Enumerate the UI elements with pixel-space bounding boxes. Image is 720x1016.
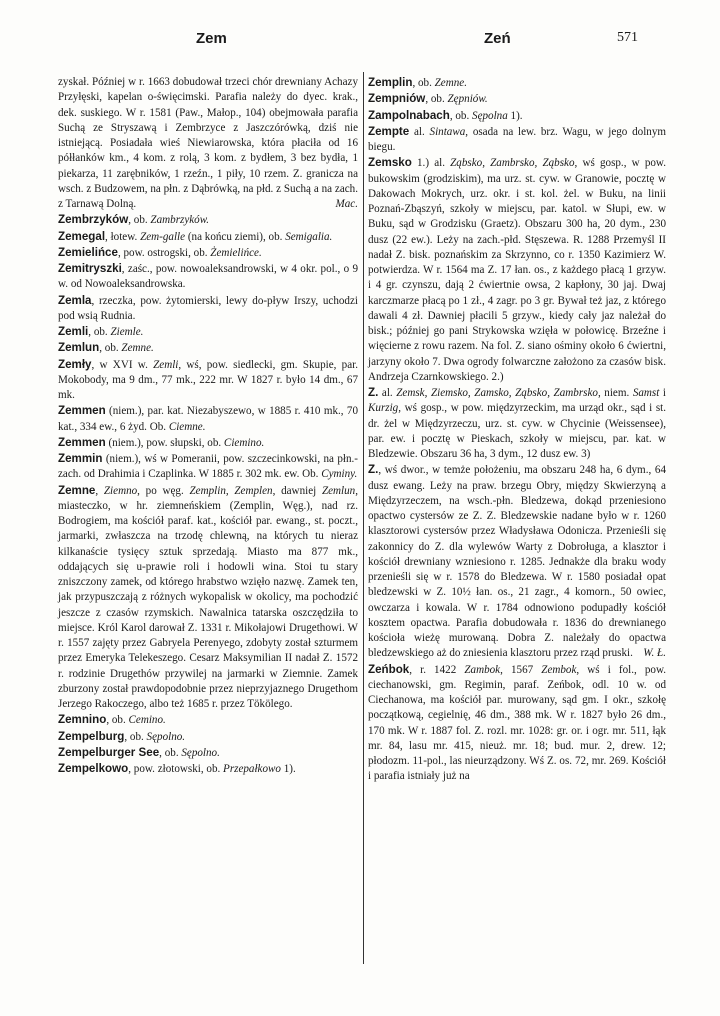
entry-text: al.: [378, 387, 397, 399]
entry-text: , wś gosp., w pow. bukowskim (grodziskim), ma urz. st. cyw. w Granowie, pocztę w Dakowach Mokrych, urz. okr. i st. kol. żel. w Buku, na linii Poznań-Zbąszyń, szkoły w miejscu, par. katol. w Słupi, ew. w Buku, sąd w Grodzisku (Graetz). Obszaru 300 ha, 20 dym., 230 dusz (22 ew.). Leży na zach.-płd. Stęszewa. R. 1288 Przemyśl II nadał Z. bisk. poznańskim za Skrzynno, co r. 1350 Kazimierz W. potwierdza. W r. 1564 ma Z. 17 łan. os., z każdego płacą 1 grzyw. i 4 gr. czynszu, dają 2 ćwiertnie owsa, 2 kapłony, 30 jaj. Dwaj karczmarze płacą po 1 zł., 4 zagr. po 3 gr. Bywał też jaz, z którego dawali 4 zł. Dawniej płacili 5 grzyw., kiedy cały jaz należał do bisk.; później go pani Strykowska wzięła w połowicę. Brzeźne i więcierne z rowu razem. Na fol. Z. siano ośminy około 6 ćwiertni, jarzyny około 7. Dwa ogrody folwarczne założono za czasów bisk. Andrzeja Czarnkowskiego. 2.): [368, 157, 666, 383]
entry-text: , wś gosp., w pow. międzyrzeckim, ma urząd okr., sąd i st. dr. żel w Międzyrzeczu, urz. st. cyw. w Chycinie (Weissensee), par. ew. i pocztę w Pieskach, szkoły w miejscu, par. kat. w Bledzewie. Obszaru 36 ha, 3 dym., 12 dusz ew. 3): [368, 402, 666, 460]
page-number: 571: [617, 30, 638, 45]
entry-headword: Zembrzyków: [58, 213, 129, 227]
dictionary-entry: [58, 451, 358, 483]
entry-reference: Sępolna: [472, 109, 508, 122]
entry-headword: Zemielińce: [58, 245, 118, 259]
entry-text: , miasteczko, w hr. ziemneńskiem (Zemplin, Węg.), nad rz. Bodrogiem, ma kościół paraf. kat., kościół par. ewang., st. poczt., jarmarki, zwłaszcza na trzodę chlewną, na których tu nieraz kilkanaście tysięcy sztuk sprzedają. Miasto ma 877 mk., oddających się u-prawie roli i hodowli wina. Stoi tu stary zniszczony zamek, od którego hrabstwo wzięło nazwę. Zamek ten, jak przypuszczają z różnych wykopalisk w okolicy, ma pochodzić jeszcze z czasów rzymskich. Nawalnica tatarska oszczędziła to miejsce. Król Karol darował Z. 1331 r. Mikołajowi Drugethowi. W r. 1557 zajęty przez Gabryela Perenyego, zdobyty został szturmem przez Emeryka Telekeszego. Cesarz Maksymilian II nadał Z. 1572 r. rodzinie Drugethów przywilej na jarmarki w Ziemnie. Zamek zburzony został prawdopodobnie przez nieprzyjaznego Drugethom Jerzego Rakoczego, albo też 1685 r. przez Tökölego.: [58, 484, 358, 710]
entry-text: , ob.: [106, 714, 129, 727]
dictionary-entry: [368, 662, 666, 785]
entry-reference: Samst: [632, 387, 660, 399]
entry-headword: Zampolnabach: [368, 108, 450, 122]
entry-reference: Ciemne.: [168, 420, 206, 433]
entry-reference: Żemielińce.: [210, 246, 262, 259]
entry-text: (niem.), wś w Pomeranii, pow. szczecinkowski, na płn.-zach. od Drahimia i Czaplinka. W 1885 r. 302 mk. ew. Ob.: [58, 453, 358, 481]
dictionary-entry: [58, 435, 358, 451]
dictionary-entry: [58, 245, 358, 261]
dictionary-entry: [58, 340, 358, 356]
entry-text: , łotew.: [105, 230, 141, 243]
entry-text: , dawniej: [272, 484, 322, 497]
entry-reference: Kurzig: [368, 402, 399, 415]
entry-reference: Zępniów.: [447, 93, 488, 106]
entry-text: , zaśc., pow. nowoaleksandrowski, w 4 okr. pol., o 9 w. od Nowoaleksandrowska.: [58, 263, 358, 291]
entry-reference: Zemplin, Zemplen: [189, 484, 273, 497]
running-header-right: Zeń: [484, 30, 511, 47]
column-divider: [363, 72, 364, 964]
entry-reference: Zambok: [464, 663, 501, 676]
entry-headword: Z.: [368, 463, 379, 477]
entry-text: al.: [409, 125, 430, 138]
entry-headword: Z.: [368, 386, 379, 399]
entry-text: (niem.), par. kat. Niezabyszewo, w 1885 r. 410 mk., 70 kat., 334 ew., 6 żyd. Ob.: [58, 405, 358, 433]
entry-headword: Zempelburger See: [58, 745, 160, 759]
entry-headword: Zempelkowo: [58, 762, 129, 775]
dictionary-entry: [58, 745, 358, 761]
entry-headword: Zempniów: [368, 92, 426, 106]
dictionary-entry: [58, 324, 358, 340]
entry-text: 1).: [507, 109, 523, 122]
entry-text: , wś dwor., w temże położeniu, ma obszaru 248 ha, 6 dym., 64 dusz ewang. Leży na praw. brzegu Obry, między Skwierzyną a Międzyrzeczem, na wsch.-płn. Bledzewa, dokąd przeniesiono opactwo cystersów ze Z. Z. Bledzewskie nadane było w r. 1260 klasztorowi cystersów przez Władysława Odonicza. Przenieśli się zakonnicy do Z. dla wylewów Warty z Dobroługa, a klasztor i kościół drewniany wzniesiono r. 1285. Jednakże dla braku wody przenieśli się w r. 1578 do Bledzewa. W r. 1580 posiadał opat bledzewski w Z. 10½ łan. os., 21 zagr., 4 komorn., 50 owiec, owczarza i kowala. W r. 1784 odnowiono podupadły kościół kosztem opactwa. Parafia dobudowała r. 1836 do drewnianego kościoła wieżę murowaną. Dobra Z. należały do opactwa bledzewskiego aż do zniesienia klasztoru przez rząd pruski.: [368, 464, 666, 660]
entry-reference: Sintawa: [429, 125, 466, 138]
entry-text: i: [659, 387, 667, 399]
dictionary-entry: [58, 212, 358, 228]
entry-text: , rzeczka, pow. żytomierski, lewy do-pływ Irszy, uchodzi pod wsią Rudnia.: [58, 294, 358, 322]
entry-headword: Zemmen: [58, 404, 106, 418]
entry-text: , ob.: [159, 746, 182, 759]
entry-headword: Zemły: [58, 357, 92, 371]
entry-text: , po węg.: [137, 484, 190, 497]
entry-text: , wś, pow. siedlecki, gm. Skupie, par. Mokobody, ma 9 dm., 77 mk., 222 mr. W 1827 r. było 14 dm., 67 mk.: [58, 358, 358, 401]
dictionary-entry: [368, 108, 666, 124]
entry-text: , ob.: [449, 109, 473, 122]
entry-text: ,: [95, 484, 104, 497]
entry-text: , niem.: [597, 387, 633, 399]
entry-text: zyskał. Później w r. 1663 dobudował trzeci chór drewniany Achazy Przyłęski, kapelan o-święcimski. Parafia należy do dyec. krak., dek. suskiego. W r. 1581 (Paw., Małop., 104) obejmowała parafia Suchą ze Stryszawą i Zembrzyce z Jaszczórówką, dziś nie istniejącą. Posiadała wieś Niewiarowska, która płaciła od 16 półłanków km., 4 kom. z rolą, 3 kom. z bydłem, 3 bez bydła, 1 piekarza, 11 zarębników, 1 rzeźn., 1 piły, 10 rzem. Z. granicza na wsch. z Budzowem, na płn. z Dąbrówką, na płd. z Suchą a na zach. z Tarnawą Dolną.: [58, 76, 358, 210]
entry-headword: Zemmen: [58, 435, 106, 449]
entry-reference: Ciemino.: [223, 436, 265, 449]
entry-reference: Ziemno: [103, 484, 138, 497]
author-signature: Mac.: [335, 198, 358, 210]
entry-text: , pow. ostrogski, ob.: [117, 246, 211, 259]
dictionary-entry: [58, 729, 358, 745]
entry-text: , w XVI w.: [91, 358, 154, 371]
entry-text: 1).: [280, 763, 296, 775]
entry-headword: Zemplin: [368, 76, 413, 89]
entry-headword: Zemlun: [58, 341, 100, 355]
dictionary-entry: [58, 261, 358, 293]
entry-headword: Zemli: [58, 325, 89, 338]
entry-headword: Zempte: [368, 124, 410, 138]
dictionary-entry: [368, 75, 666, 91]
entry-reference: Przepałkowo: [223, 763, 281, 775]
entry-reference: Cemino.: [128, 714, 166, 727]
dictionary-entry: [58, 712, 358, 728]
author-signature: W. Ł.: [643, 647, 666, 660]
entry-text: , 1567: [500, 663, 542, 676]
entry-reference: Zemne.: [434, 77, 467, 89]
dictionary-entry: [58, 483, 358, 713]
entry-text: 1.) al.: [411, 157, 451, 170]
entry-text: (niem.), pow. słupski, ob.: [105, 436, 224, 449]
dictionary-entry: [368, 91, 666, 107]
entry-headword: Zemsko: [368, 156, 412, 170]
dictionary-entry: [58, 75, 358, 212]
left-column: [58, 75, 358, 777]
entry-text: , ob.: [412, 77, 435, 89]
entry-text: , ob.: [99, 342, 122, 355]
dictionary-entry: [368, 385, 666, 462]
entry-reference: Zembok: [541, 663, 577, 676]
entry-text: , pow. złotowski, ob.: [128, 763, 224, 775]
running-header-left: Zem: [196, 30, 227, 47]
entry-text: , ob.: [124, 730, 147, 743]
entry-reference: Ziemle.: [110, 326, 144, 338]
dictionary-entry: [368, 124, 666, 156]
dictionary-entry: [368, 155, 666, 385]
entry-headword: Zemitryszki: [58, 262, 122, 275]
dictionary-entry: [368, 462, 666, 661]
dictionary-entry: [58, 403, 358, 435]
entry-headword: Zeńbok: [368, 662, 410, 676]
entry-reference: Zemne.: [121, 342, 154, 355]
entry-reference: Cyminy.: [321, 468, 358, 481]
entry-reference: Zemsk, Ziemsko, Zamsko, Ząbsko, Zambrsko: [396, 387, 598, 399]
dictionary-entry: [58, 229, 358, 245]
entry-text: (na końcu ziemi), ob.: [185, 230, 286, 243]
entry-reference: Zemlun: [321, 484, 356, 497]
dictionary-entry: [58, 293, 358, 325]
entry-reference: Sępolno.: [181, 746, 220, 759]
entry-text: , osada na lew. brz. Wagu, w jego dolnym biegu.: [368, 125, 667, 153]
entry-text: , ob.: [425, 93, 448, 106]
right-column: [368, 75, 666, 785]
dictionary-entry: [58, 357, 358, 404]
entry-text: , ob.: [88, 326, 111, 338]
entry-reference: Sępolno.: [146, 730, 186, 743]
entry-reference: Zambrzyków.: [150, 214, 210, 227]
entry-reference: Zem-galle: [140, 230, 186, 243]
entry-headword: Zemmin: [58, 452, 103, 465]
dictionary-entry: [58, 761, 358, 777]
entry-text: , wś i fol., pow. ciechanowski, gm. Regimin, paraf. Zeńbok, odl. 10 w. od Ciechanowa, ma kościół par. murowany, sąd gm. I okr., szkołę początkową, cegielnię, 46 dm., 388 mk. W r. 1827 było 26 dm., 170 mk. W r. 1887 fol. Z. rozl. mr. 1028: gr. or. i ogr. mr. 511, łąk mr. 84, lasu mr. 415, nieuż. mr. 18; bud. mur. 2, drew. 12; płodozm. 11-pol., las nieurządzony. Wś Z. os. 72, mr. 269. Kościół i parafia istniały już na: [368, 663, 667, 783]
entry-reference: Semigalia.: [285, 230, 333, 243]
entry-headword: Zemnino: [58, 713, 107, 727]
entry-text: , r. 1422: [409, 663, 465, 676]
entry-headword: Zemegal: [58, 229, 106, 243]
entry-headword: Zemla: [58, 293, 92, 307]
entry-headword: Zemne: [58, 483, 96, 497]
entry-text: , ob.: [128, 214, 151, 227]
entry-headword: Zempelburg: [58, 729, 125, 743]
entry-reference: Zemli: [153, 358, 179, 371]
entry-reference: Ząbsko, Zambrsko, Ząbsko: [450, 157, 575, 170]
